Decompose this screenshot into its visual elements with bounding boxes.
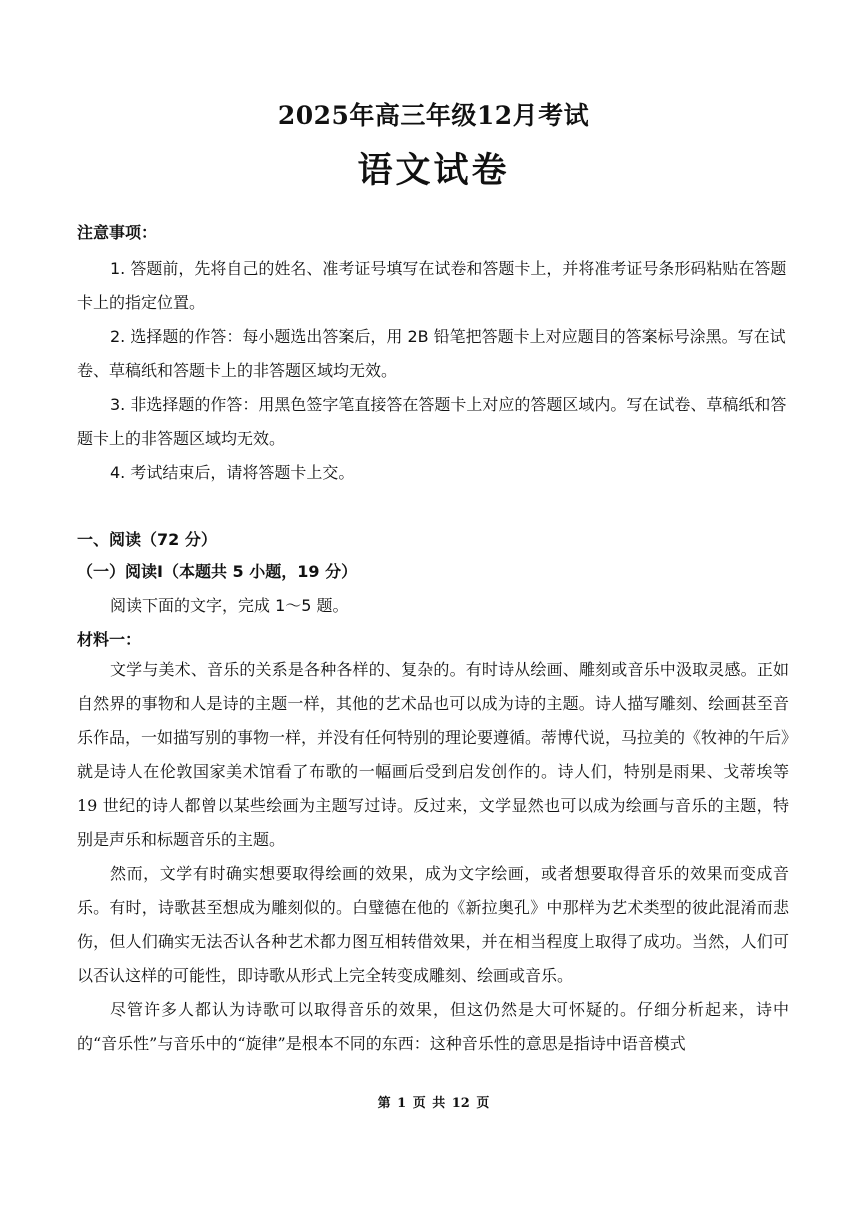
article-body — [77, 653, 789, 1061]
notice-list — [77, 252, 789, 490]
reading-instruction: 阅读下面的文字，完成 1～5 题。 — [110, 596, 349, 615]
material-heading: 材料一： — [77, 630, 142, 649]
article-paragraph: 文学与美术、音乐的关系是各种各样的、复杂的。有时诗从绘画、雕刻或音乐中汲取灵感。正如自然界的事物和人是诗的主题一样，其他的艺术品也可以成为诗的主题。诗人描写雕刻、绘画甚至音乐作品，一如描写别的事物一样，并没有任何特别的理论要遵循。蒂博代说，马拉美的《牧神的午后》就是诗人在伦敦国家美术馆看了布歌的一幅画后受到启发创作的。诗人们，特别是雨果、戈蒂埃等 19 世纪的诗人都曾以某些绘画为主题写过诗。反过来，文学显然也可以成为绘画与音乐的主题，特别是声乐和标题音乐的主题。 — [77, 660, 790, 849]
article-paragraph: 然而，文学有时确实想要取得绘画的效果，成为文字绘画，或者想要取得音乐的效果而变成音乐。有时，诗歌甚至想成为雕刻似的。白璧德在他的《新拉奥孔》中那样为艺术类型的彼此混淆而悲伤，但人们确实无法否认各种艺术都力图互相转借效果，并在相当程度上取得了成功。当然，人们可以否认这样的可能性，即诗歌从形式上完全转变成雕刻、绘画或音乐。 — [77, 864, 789, 985]
page-number: 第 1 页 共 12 页 — [377, 1096, 490, 1111]
paper-title: 语文试卷 — [357, 150, 510, 191]
notice-item: 4. 考试结束后，请将答题卡上交。 — [110, 463, 355, 482]
section-heading: 一、阅读（72 分） — [77, 530, 217, 549]
notice-heading: 注意事项： — [77, 223, 158, 242]
notice-item: 2. 选择题的作答：每小题选出答案后，用 2B 铅笔把答题卡上对应题目的答案标号涂黑。写在试卷、草稿纸和答题卡上的非答题区域均无效。 — [77, 327, 786, 380]
exam-title: 2025年高三年级12月考试 — [277, 101, 590, 130]
notice-item: 3. 非选择题的作答：用黑色签字笔直接答在答题卡上对应的答题区域内。写在试卷、草稿纸和答题卡上的非答题区域均无效。 — [77, 395, 787, 448]
article-paragraph: 尽管许多人都认为诗歌可以取得音乐的效果，但这仍然是大可怀疑的。仔细分析起来，诗中的“音乐性”与音乐中的“旋律”是根本不同的东西：这种音乐性的意思是指诗中语音模式 — [77, 1000, 789, 1053]
notice-item: 1. 答题前，先将自己的姓名、准考证号填写在试卷和答题卡上，并将准考证号条形码粘贴在答题卡上的指定位置。 — [77, 259, 787, 312]
subsection-heading: （一）阅读I（本题共 5 小题，19 分） — [77, 562, 358, 581]
